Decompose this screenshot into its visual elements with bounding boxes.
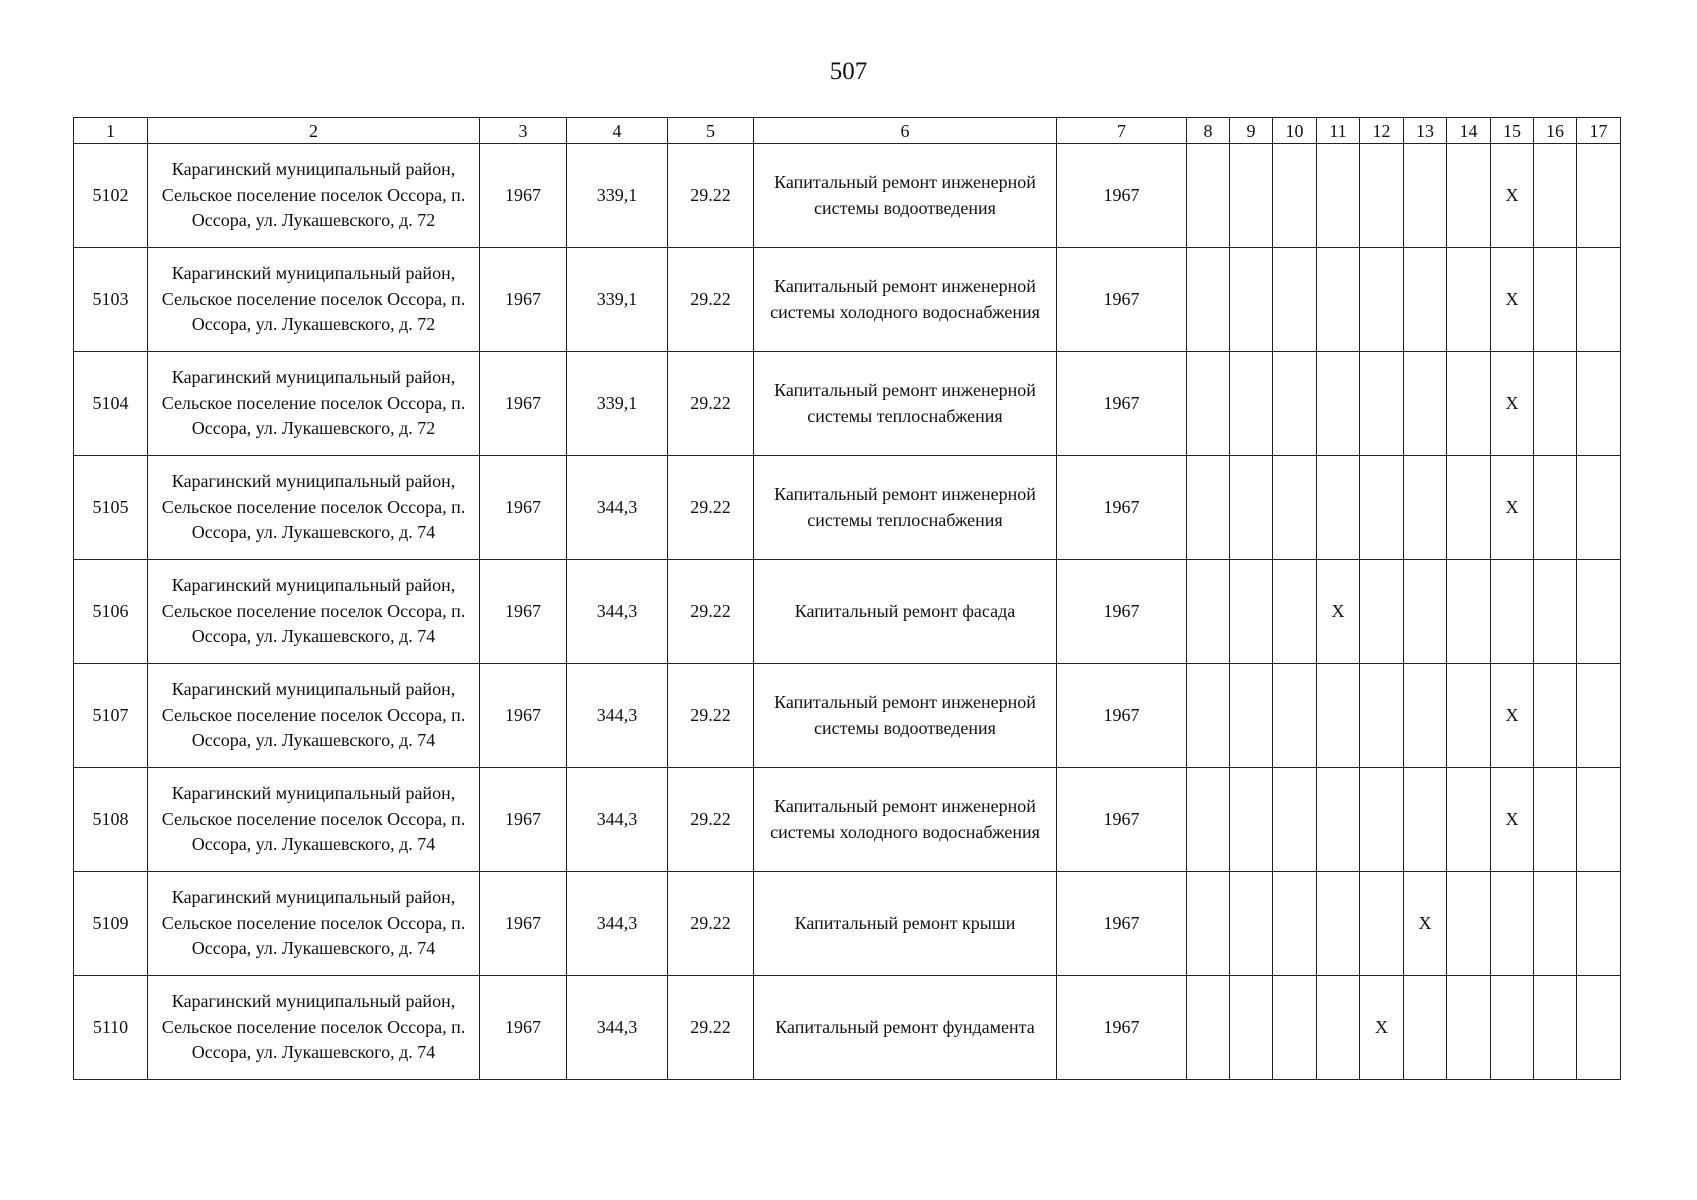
period-cell-11 — [1317, 352, 1360, 456]
year-built-cell: 1967 — [480, 872, 567, 976]
period-mark-15: X — [1491, 144, 1534, 248]
row-number-cell: 5105 — [74, 456, 148, 560]
period-cell-10 — [1273, 560, 1317, 664]
period-cell-12 — [1360, 456, 1404, 560]
period-cell-12 — [1360, 560, 1404, 664]
table-row — [74, 456, 1621, 560]
period-cell-14 — [1447, 352, 1491, 456]
period-cell-9 — [1230, 976, 1273, 1080]
period-cell-10 — [1273, 248, 1317, 352]
period-cell-11 — [1317, 664, 1360, 768]
wear-cell: 29.22 — [668, 560, 754, 664]
table-body — [74, 118, 1621, 1080]
area-cell: 344,3 — [567, 768, 668, 872]
work-type-cell: Капитальный ремонт инженерной системы теплоснабжения — [754, 352, 1057, 456]
address-cell: Карагинский муниципальный район, Сельское поселение поселок Оссора, п. Оссора, ул. Лукашевского, д. 74 — [148, 976, 480, 1080]
work-type-cell: Капитальный ремонт инженерной системы водоотведения — [754, 144, 1057, 248]
area-cell: 339,1 — [567, 352, 668, 456]
row-number-cell: 5108 — [74, 768, 148, 872]
period-cell-8 — [1187, 664, 1230, 768]
period-cell-8 — [1187, 872, 1230, 976]
year-built-cell: 1967 — [480, 352, 567, 456]
repair-year-cell: 1967 — [1057, 768, 1187, 872]
wear-cell: 29.22 — [668, 664, 754, 768]
period-mark-13: X — [1404, 872, 1447, 976]
year-built-cell: 1967 — [480, 248, 567, 352]
column-header: 5 — [668, 118, 754, 144]
period-cell-12 — [1360, 144, 1404, 248]
address-cell: Карагинский муниципальный район, Сельское поселение поселок Оссора, п. Оссора, ул. Лукашевского, д. 74 — [148, 456, 480, 560]
address-cell: Карагинский муниципальный район, Сельское поселение поселок Оссора, п. Оссора, ул. Лукашевского, д. 72 — [148, 248, 480, 352]
table-row — [74, 976, 1621, 1080]
period-cell-10 — [1273, 352, 1317, 456]
period-cell-12 — [1360, 248, 1404, 352]
period-cell-8 — [1187, 352, 1230, 456]
table-row — [74, 560, 1621, 664]
period-cell-14 — [1447, 768, 1491, 872]
year-built-cell: 1967 — [480, 768, 567, 872]
period-cell-14 — [1447, 560, 1491, 664]
table-row — [74, 872, 1621, 976]
period-cell-16 — [1534, 872, 1577, 976]
column-header: 16 — [1534, 118, 1577, 144]
year-built-cell: 1967 — [480, 976, 567, 1080]
period-cell-14 — [1447, 664, 1491, 768]
address-cell: Карагинский муниципальный район, Сельское поселение поселок Оссора, п. Оссора, ул. Лукашевского, д. 72 — [148, 352, 480, 456]
period-cell-9 — [1230, 352, 1273, 456]
work-type-cell: Капитальный ремонт инженерной системы холодного водоснабжения — [754, 248, 1057, 352]
wear-cell: 29.22 — [668, 144, 754, 248]
period-cell-11 — [1317, 456, 1360, 560]
column-header: 7 — [1057, 118, 1187, 144]
column-header: 11 — [1317, 118, 1360, 144]
period-cell-11 — [1317, 144, 1360, 248]
year-built-cell: 1967 — [480, 664, 567, 768]
period-mark-12: X — [1360, 976, 1404, 1080]
column-header: 15 — [1491, 118, 1534, 144]
period-cell-10 — [1273, 872, 1317, 976]
period-mark-15: X — [1491, 664, 1534, 768]
period-mark-15: X — [1491, 456, 1534, 560]
column-header: 10 — [1273, 118, 1317, 144]
period-cell-8 — [1187, 456, 1230, 560]
work-type-cell: Капитальный ремонт крыши — [754, 872, 1057, 976]
period-mark-11: X — [1317, 560, 1360, 664]
row-number-cell: 5104 — [74, 352, 148, 456]
repair-year-cell: 1967 — [1057, 976, 1187, 1080]
wear-cell: 29.22 — [668, 456, 754, 560]
table-row — [74, 248, 1621, 352]
table-row — [74, 144, 1621, 248]
work-type-cell: Капитальный ремонт инженерной системы теплоснабжения — [754, 456, 1057, 560]
repair-year-cell: 1967 — [1057, 248, 1187, 352]
period-cell-9 — [1230, 144, 1273, 248]
page-number: 507 — [829, 58, 868, 85]
area-cell: 339,1 — [567, 248, 668, 352]
repair-year-cell: 1967 — [1057, 872, 1187, 976]
period-mark-15: X — [1491, 352, 1534, 456]
period-cell-10 — [1273, 664, 1317, 768]
period-cell-9 — [1230, 456, 1273, 560]
area-cell: 344,3 — [567, 664, 668, 768]
work-type-cell: Капитальный ремонт инженерной системы водоотведения — [754, 664, 1057, 768]
column-header: 14 — [1447, 118, 1491, 144]
row-number-cell: 5106 — [74, 560, 148, 664]
year-built-cell: 1967 — [480, 456, 567, 560]
work-type-cell: Капитальный ремонт фасада — [754, 560, 1057, 664]
period-cell-9 — [1230, 248, 1273, 352]
year-built-cell: 1967 — [480, 144, 567, 248]
period-cell-12 — [1360, 768, 1404, 872]
column-header: 6 — [754, 118, 1057, 144]
table-row — [74, 768, 1621, 872]
wear-cell: 29.22 — [668, 872, 754, 976]
repair-year-cell: 1967 — [1057, 456, 1187, 560]
period-cell-10 — [1273, 976, 1317, 1080]
register-table — [73, 117, 1621, 1080]
address-cell: Карагинский муниципальный район, Сельское поселение поселок Оссора, п. Оссора, ул. Лукашевского, д. 74 — [148, 768, 480, 872]
period-cell-16 — [1534, 144, 1577, 248]
period-cell-16 — [1534, 456, 1577, 560]
repair-year-cell: 1967 — [1057, 352, 1187, 456]
period-cell-12 — [1360, 352, 1404, 456]
period-cell-13 — [1404, 664, 1447, 768]
period-cell-9 — [1230, 768, 1273, 872]
period-cell-17 — [1577, 976, 1621, 1080]
work-type-cell: Капитальный ремонт инженерной системы холодного водоснабжения — [754, 768, 1057, 872]
row-number-cell: 5107 — [74, 664, 148, 768]
period-cell-17 — [1577, 144, 1621, 248]
row-number-cell: 5103 — [74, 248, 148, 352]
repair-year-cell: 1967 — [1057, 664, 1187, 768]
column-header: 8 — [1187, 118, 1230, 144]
period-cell-13 — [1404, 768, 1447, 872]
repair-year-cell: 1967 — [1057, 144, 1187, 248]
period-cell-17 — [1577, 456, 1621, 560]
wear-cell: 29.22 — [668, 768, 754, 872]
area-cell: 344,3 — [567, 456, 668, 560]
year-built-cell: 1967 — [480, 560, 567, 664]
period-cell-16 — [1534, 976, 1577, 1080]
period-cell-17 — [1577, 560, 1621, 664]
period-cell-16 — [1534, 560, 1577, 664]
period-cell-13 — [1404, 352, 1447, 456]
column-header: 9 — [1230, 118, 1273, 144]
row-number-cell: 5110 — [74, 976, 148, 1080]
address-cell: Карагинский муниципальный район, Сельское поселение поселок Оссора, п. Оссора, ул. Лукашевского, д. 74 — [148, 560, 480, 664]
area-cell: 339,1 — [567, 144, 668, 248]
column-header: 2 — [148, 118, 480, 144]
period-cell-9 — [1230, 872, 1273, 976]
period-cell-13 — [1404, 456, 1447, 560]
period-cell-12 — [1360, 872, 1404, 976]
work-type-cell: Капитальный ремонт фундамента — [754, 976, 1057, 1080]
column-header: 3 — [480, 118, 567, 144]
address-cell: Карагинский муниципальный район, Сельское поселение поселок Оссора, п. Оссора, ул. Лукашевского, д. 74 — [148, 872, 480, 976]
period-cell-13 — [1404, 144, 1447, 248]
period-cell-14 — [1447, 456, 1491, 560]
area-cell: 344,3 — [567, 872, 668, 976]
address-cell: Карагинский муниципальный район, Сельское поселение поселок Оссора, п. Оссора, ул. Лукашевского, д. 72 — [148, 144, 480, 248]
period-cell-10 — [1273, 144, 1317, 248]
period-cell-13 — [1404, 560, 1447, 664]
column-header: 13 — [1404, 118, 1447, 144]
address-cell: Карагинский муниципальный район, Сельское поселение поселок Оссора, п. Оссора, ул. Лукашевского, д. 74 — [148, 664, 480, 768]
period-mark-15: X — [1491, 768, 1534, 872]
repair-year-cell: 1967 — [1057, 560, 1187, 664]
period-cell-11 — [1317, 248, 1360, 352]
period-cell-14 — [1447, 248, 1491, 352]
period-cell-11 — [1317, 976, 1360, 1080]
period-cell-9 — [1230, 560, 1273, 664]
period-cell-16 — [1534, 248, 1577, 352]
table-row — [74, 352, 1621, 456]
period-cell-11 — [1317, 872, 1360, 976]
period-cell-8 — [1187, 560, 1230, 664]
period-cell-12 — [1360, 664, 1404, 768]
column-header-row — [74, 118, 1621, 144]
area-cell: 344,3 — [567, 560, 668, 664]
period-cell-8 — [1187, 976, 1230, 1080]
column-header: 1 — [74, 118, 148, 144]
column-header: 4 — [567, 118, 668, 144]
period-cell-17 — [1577, 352, 1621, 456]
period-cell-17 — [1577, 872, 1621, 976]
area-cell: 344,3 — [567, 976, 668, 1080]
period-cell-15 — [1491, 560, 1534, 664]
period-cell-14 — [1447, 872, 1491, 976]
period-cell-10 — [1273, 456, 1317, 560]
table-row — [74, 664, 1621, 768]
period-cell-15 — [1491, 976, 1534, 1080]
period-cell-14 — [1447, 144, 1491, 248]
period-cell-13 — [1404, 976, 1447, 1080]
period-cell-16 — [1534, 664, 1577, 768]
period-cell-15 — [1491, 872, 1534, 976]
period-cell-14 — [1447, 976, 1491, 1080]
column-header: 17 — [1577, 118, 1621, 144]
row-number-cell: 5102 — [74, 144, 148, 248]
wear-cell: 29.22 — [668, 352, 754, 456]
period-mark-15: X — [1491, 248, 1534, 352]
period-cell-8 — [1187, 144, 1230, 248]
period-cell-11 — [1317, 768, 1360, 872]
period-cell-17 — [1577, 248, 1621, 352]
wear-cell: 29.22 — [668, 248, 754, 352]
column-header: 12 — [1360, 118, 1404, 144]
period-cell-8 — [1187, 248, 1230, 352]
period-cell-16 — [1534, 768, 1577, 872]
wear-cell: 29.22 — [668, 976, 754, 1080]
period-cell-16 — [1534, 352, 1577, 456]
row-number-cell: 5109 — [74, 872, 148, 976]
period-cell-9 — [1230, 664, 1273, 768]
period-cell-10 — [1273, 768, 1317, 872]
period-cell-8 — [1187, 768, 1230, 872]
period-cell-17 — [1577, 664, 1621, 768]
period-cell-13 — [1404, 248, 1447, 352]
period-cell-17 — [1577, 768, 1621, 872]
